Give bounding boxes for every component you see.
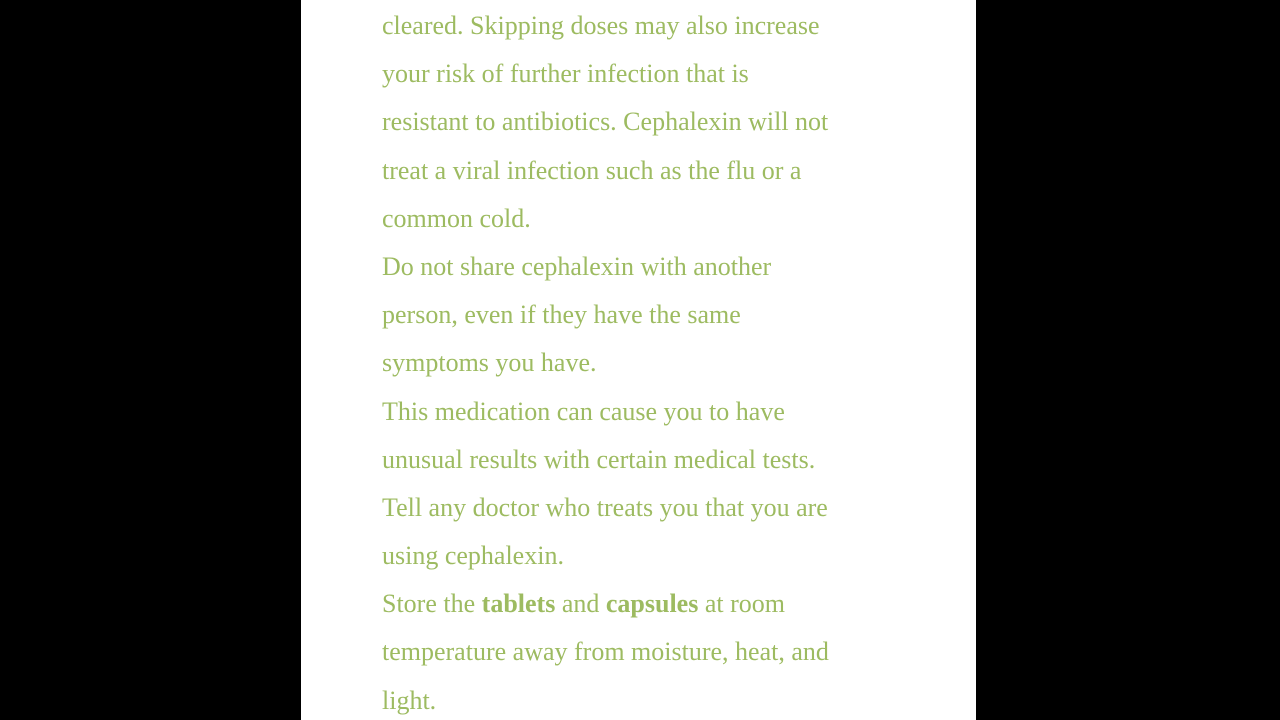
tablets-emphasis: tablets [481, 589, 556, 619]
document-body [382, 2, 942, 720]
storage-text-line [382, 580, 942, 628]
text-line: your risk of further infection that is [382, 59, 749, 89]
text-line: light. [382, 685, 437, 715]
text-line: This medication can cause you to have [382, 396, 785, 426]
storage-text: Store the [382, 589, 482, 619]
text-line: unusual results with certain medical tests. [382, 444, 816, 474]
text-line: person, even if they have the same [382, 300, 741, 330]
capsules-emphasis: capsules [605, 589, 699, 619]
text-line: resistant to antibiotics. Cephalexin will not [382, 107, 829, 137]
text-line: Do not share cephalexin with another [382, 251, 772, 281]
document-page [301, 0, 976, 720]
text-line: symptoms you have. [382, 348, 597, 378]
text-line: temperature away from moisture, heat, and [382, 637, 829, 667]
text-line: Tell any doctor who treats you that you are [382, 492, 828, 522]
text-line: using cephalexin. [382, 541, 564, 571]
text-line: common cold. [382, 203, 531, 233]
storage-text: and [555, 589, 606, 619]
storage-text: at room [698, 589, 785, 619]
text-line: cleared. Skipping doses may also increase [382, 11, 820, 40]
text-line: treat a viral infection such as the flu or a [382, 155, 802, 185]
